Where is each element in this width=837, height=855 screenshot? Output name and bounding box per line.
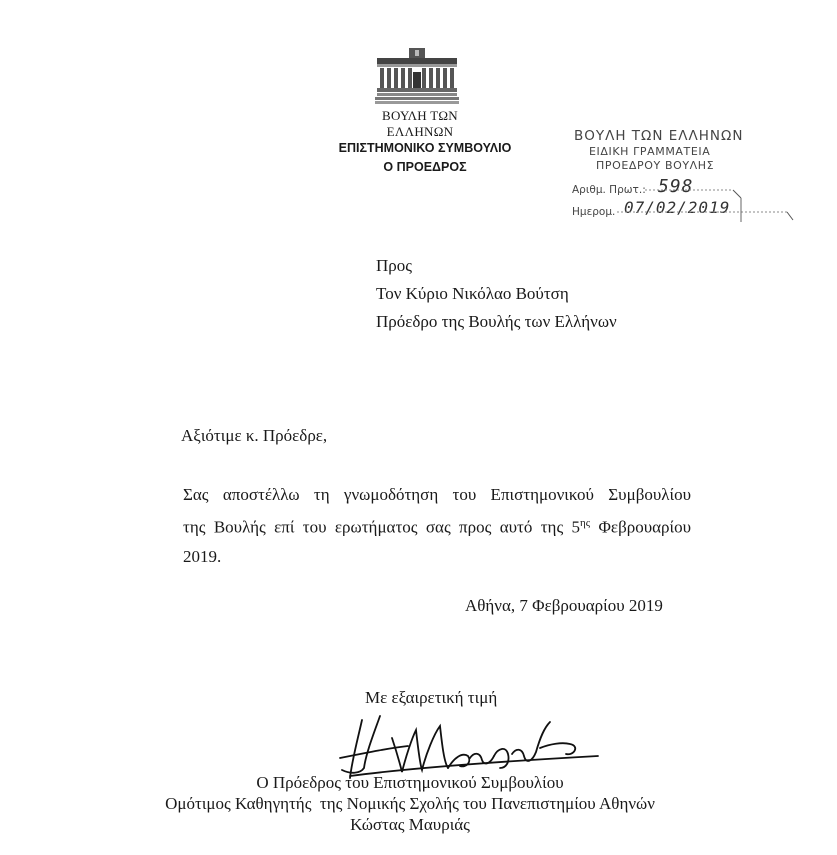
stamp-line-3: ΠΡΟΕΔΡΟΥ ΒΟΥΛΗΣ [596, 159, 715, 172]
signatory-position: Ομότιμος Καθηγητής της Νομικής Σχολής του Πανεπιστημίου Αθηνών [165, 794, 655, 813]
protocol-number: 598 [658, 176, 694, 197]
stamp-line-2: ΕΙΔΙΚΗ ΓΡΑΜΜΑΤΕΙΑ [589, 145, 711, 158]
stamp-line-1: ΒΟΥΛΗ ΤΩΝ ΕΛΛΗΝΩΝ [574, 128, 744, 144]
registration-stamp [558, 128, 798, 218]
signatory-role: Ο Πρόεδρος του Επιστημονικού Συμβουλίου [256, 773, 564, 792]
recipient-to: Προς [376, 256, 412, 275]
dateline: Αθήνα, 7 Φεβρουαρίου 2019 [465, 596, 663, 615]
recipient-block [376, 252, 617, 336]
body-line-2 [183, 509, 691, 542]
date-label: Ημερομ. [572, 206, 616, 218]
signatory-block [130, 772, 690, 835]
letter-body [183, 480, 691, 571]
protocol-label: Αριθμ. Πρωτ.: [572, 184, 646, 196]
signatory-name: Κώστας Μαυριάς [350, 815, 470, 834]
recipient-name: Τον Κύριο Νικόλαο Βούτση [376, 284, 569, 303]
salutation: Αξιότιμε κ. Πρόεδρε, [181, 426, 328, 445]
stamp-dotted-lines [555, 176, 795, 234]
date-value: 07/02/2019 [624, 198, 731, 217]
body-line-2-month: Φεβρουαρίου [590, 517, 691, 537]
closing: Με εξαιρετική τιμή [365, 688, 498, 707]
council-name: ΕΠΙΣΤΗΜΟΝΙΚΟ ΣΥΜΒΟΥΛΙΟ [338, 141, 512, 155]
body-line-3: 2019. [183, 546, 222, 566]
council-role: Ο ΠΡΟΕΔΡΟΣ [383, 160, 467, 174]
parliament-building-logo [375, 48, 459, 104]
recipient-title: Πρόεδρο της Βουλής των Ελλήνων [376, 312, 617, 331]
organization-name: ΒΟΥΛΗ ΤΩΝ ΕΛΛΗΝΩΝ [382, 108, 458, 139]
body-line-1: Σας αποστέλλω τη γνωμοδότηση του Επιστημονικού Συμβουλίου [183, 485, 691, 504]
council-header [320, 139, 530, 177]
ordinal-suffix: ης [580, 517, 591, 529]
body-line-2-text: της Βουλής επί του ερωτήματος σας προς αυτό της 5 [183, 517, 581, 537]
